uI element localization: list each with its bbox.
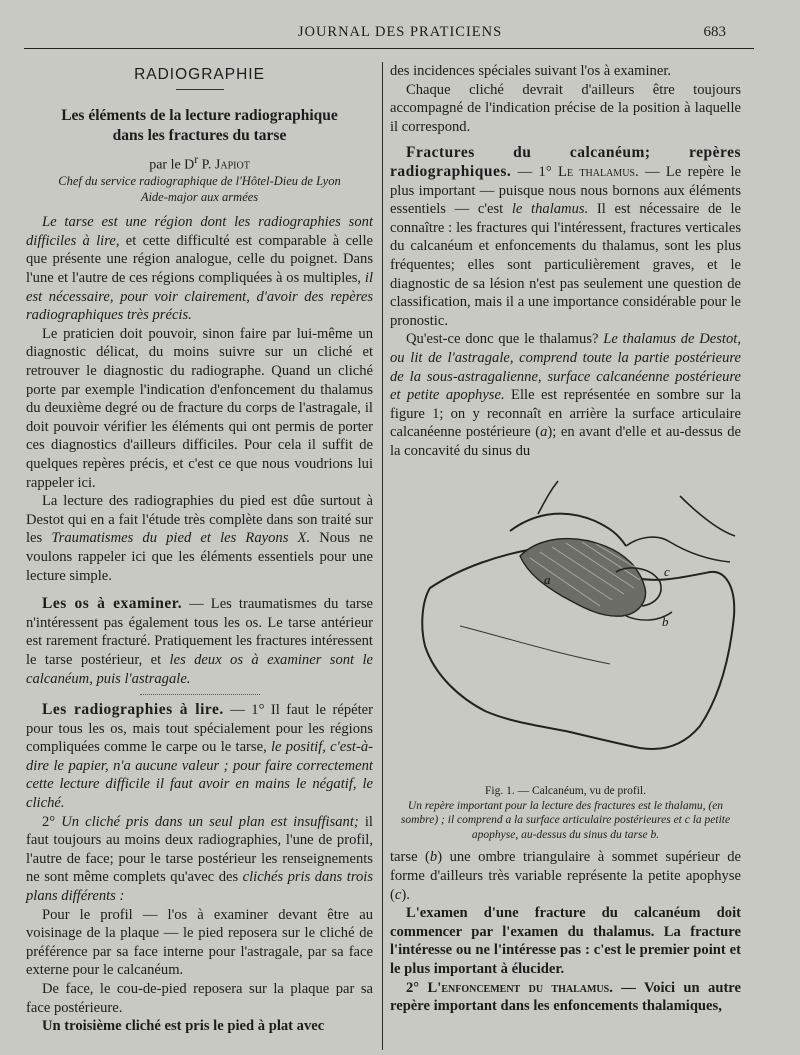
italic-span: Le thalamus de Destot, ou lit de l'astragale, comprend toute la partie postérieure de la sous-astragalienne, surface calcanéenne postérieure et petite apophyse. (390, 331, 741, 404)
text-span: ) une ombre triangulaire à sommet supérieur de forme d'ailleurs très variable représente la petite apophyse ( (390, 849, 741, 903)
label-c: c (664, 564, 670, 580)
byline-prefix: par le D (149, 157, 195, 173)
italic-span: Traumatismes du pied et les Rayons X. (51, 530, 311, 547)
paragraph (390, 330, 741, 460)
article-title-line2: dans les fractures du tarse (112, 126, 287, 144)
smallcaps-span: L'enfoncement du thalamus. (427, 979, 613, 996)
right-column (390, 62, 741, 1016)
text-span: — 1° Il faut le répéter pour tous les os, mais tout spécialement pour les régions compliquées comme le carpe ou le tarse, (26, 702, 373, 756)
text-span: — Les traumatismes du tarse n'intéressent pas également tous les os. Le tarse antérieur est rarement fracturé. Pratiquement les fractures intéressent le tarse postérieur, et (26, 596, 373, 668)
italic-span: Un cliché pris dans un seul plan est insuffisant; (61, 813, 359, 830)
left-column (26, 62, 373, 1036)
text-span: ). (401, 886, 410, 903)
divider (140, 694, 260, 695)
subheading: Les radiographies à lire. (42, 701, 224, 719)
paragraph: des incidences spéciales suivant l'os à examiner. (390, 63, 672, 79)
author-name: P. Japiot (198, 157, 250, 173)
label-b: b (662, 614, 669, 630)
text-span: Qu'est-ce donc que le thalamus? (406, 331, 604, 348)
text-span: il faut toujours au moins deux radiographies, l'une de profil, l'autre de face; pour le tarse postérieur les renseignements ne sont même complets qu'avec des (26, 813, 373, 886)
paragraph (390, 144, 741, 330)
journal-title: JOURNAL DES PRATICIENS (297, 24, 503, 40)
running-head (0, 22, 800, 44)
thalamus-shaded (520, 539, 646, 617)
inner-line (460, 626, 610, 664)
paragraph (26, 213, 373, 325)
paragraph: De face, le cou-de-pied reposera sur la plaque par sa face postérieure. (26, 981, 373, 1016)
smallcaps-span: Le thalamus. (558, 163, 639, 180)
caption-title: Fig. 1. — Calcanéum, vu de profil. (485, 785, 646, 798)
caption-rest: (en sombre) ; il comprend a la surface articulaire postérieures et c la petite apophyse, au-dessus du sinus du tarse b. (400, 799, 731, 841)
affiliation-line2: Aide-major aux armées (140, 190, 259, 205)
text-span: Il est nécessaire de le connaître : les fractures qui l'intéressent, fractures verticales du calcanéum et enfoncements du thalamus, sont les plus fréquentes; elles sont particulièrement graves, et le diagnostic de sa lésion n'est pas seulement une question de classification, mais il a une importance considérable pour le pronostic. (390, 201, 741, 329)
text-span: — Voici un autre repère important dans les enfoncements thalamiques, (390, 979, 741, 1015)
text-span: tarse ( (390, 849, 430, 866)
figure-caption (394, 784, 737, 842)
paragraph: Le praticien doit pouvoir, sinon faire par lui-même un diagnostic délicat, du moins suivre sur un cliché et retrouver le diagnostic du radiographe. Quand un cliché porte par exemple l'indication d'enfoncement du thalamus du deuxième degré ou de fracture du corps de l'astragale, il doit pouvoir vérifier les éléments qui ont permis de porter ces diagnostics d'ailleurs difficiles. Pour cela il suffit de quelques repères précis, et c'est ce que nous voudrions lui rappeler ici. (26, 325, 373, 491)
calcaneum-drawing (390, 476, 741, 776)
italic-span: les deux os à examiner sont le calcanéum, puis l'astragale. (26, 651, 373, 687)
paragraph: Chaque cliché devrait d'ailleurs être toujours accompagné de l'indication précise de la position à laquelle il correspond. (390, 81, 741, 135)
figure-1 (390, 476, 741, 776)
spacer (26, 585, 373, 595)
page-number: 683 (703, 24, 726, 40)
text-span: — Le repère le plus important — puisque nous nous bornons aux éléments essentiels — c'est (390, 163, 741, 218)
italic-span: c (394, 886, 402, 903)
paragraph: L'examen d'une fracture du calcanéum doit commencer par l'examen du thalamus. La fracture l'intéresse ou ne l'intéresse pas : c'est le premier point et le plus important à élucider. (390, 905, 741, 978)
subheading: Fractures du calcanéum; repères radiographiques. (390, 144, 741, 180)
tibia-line-left (538, 481, 558, 514)
paragraph (26, 595, 373, 688)
section-rule (176, 89, 224, 90)
section-heading: RADIOGRAPHIE (134, 66, 265, 83)
byline (26, 151, 373, 174)
subheading: Les os à examiner. (42, 595, 183, 613)
affiliation-line1: Chef du service radiographique de l'Hôtel-Dieu de Lyon (58, 174, 341, 189)
paragraph (26, 492, 373, 585)
text-span: , et cette difficulté est comparable à celle que présente une région analogue, celle du poignet. Dans l'une et l'autre de ces régions compliquées à os multiples, (26, 232, 374, 287)
paragraph (390, 848, 741, 904)
paragraph (390, 979, 741, 1016)
italic-span: a (540, 424, 548, 441)
byline-sup: r (194, 152, 199, 166)
article-title-line1: Les éléments de la lecture radiographique (61, 106, 338, 124)
header-rule (24, 48, 754, 49)
italic-span: clichés pris dans trois plans différents : (26, 869, 374, 905)
paragraph: Un troisième cliché est pris le pied à plat avec (42, 1018, 325, 1035)
text-span: — 1° (511, 163, 559, 180)
text-span: Elle est représentée en sombre sur la figure 1; on y reconnaît en arrière la surface articulaire calcanéenne postérieure ( (390, 387, 741, 441)
column-divider (382, 62, 383, 1050)
text-span: 2° (406, 979, 428, 996)
text-span: 2° (42, 813, 62, 830)
italic-span: le positif, c'est-à-dire le papier, n'a aucune valeur ; pour faire correctement cette lecture difficile il faut avoir en mains le négatif, le cliché. (26, 739, 374, 812)
paragraph (26, 701, 373, 813)
italic-span: b (429, 849, 438, 866)
italic-span: Le tarse est une région dont les radiographies sont difficiles à lire (26, 214, 373, 249)
caption-italic: Un repère important pour la lecture des fractures est le thalamu, (407, 799, 706, 812)
talus-contour (626, 538, 730, 563)
tibia-line-right (680, 496, 735, 536)
paragraph: Pour le profil — l'os à examiner devant être au voisinage de la plaque — le pied reposera sur le cliché de préférence par sa face interne pour l'astragale, par sa face externe pour le calcanéum. (26, 906, 373, 979)
italic-span: il est nécessaire, pour voir clairement, d'avoir des repères radiographiques très précis. (26, 270, 373, 324)
paragraph (26, 813, 373, 906)
text-span: La lecture des radiographies du pied est dûe surtout à Destot qui en a fait l'étude très complète dans son traité sur les (26, 493, 373, 547)
text-span: Nous ne voulons rappeler ici que les éléments essentiels pour une lecture simple. (26, 530, 373, 584)
italic-span: le thalamus. (511, 201, 589, 218)
label-a: a (544, 572, 551, 588)
text-span: ); en avant d'elle et au-dessus de la concavité du sinus du (390, 424, 741, 459)
